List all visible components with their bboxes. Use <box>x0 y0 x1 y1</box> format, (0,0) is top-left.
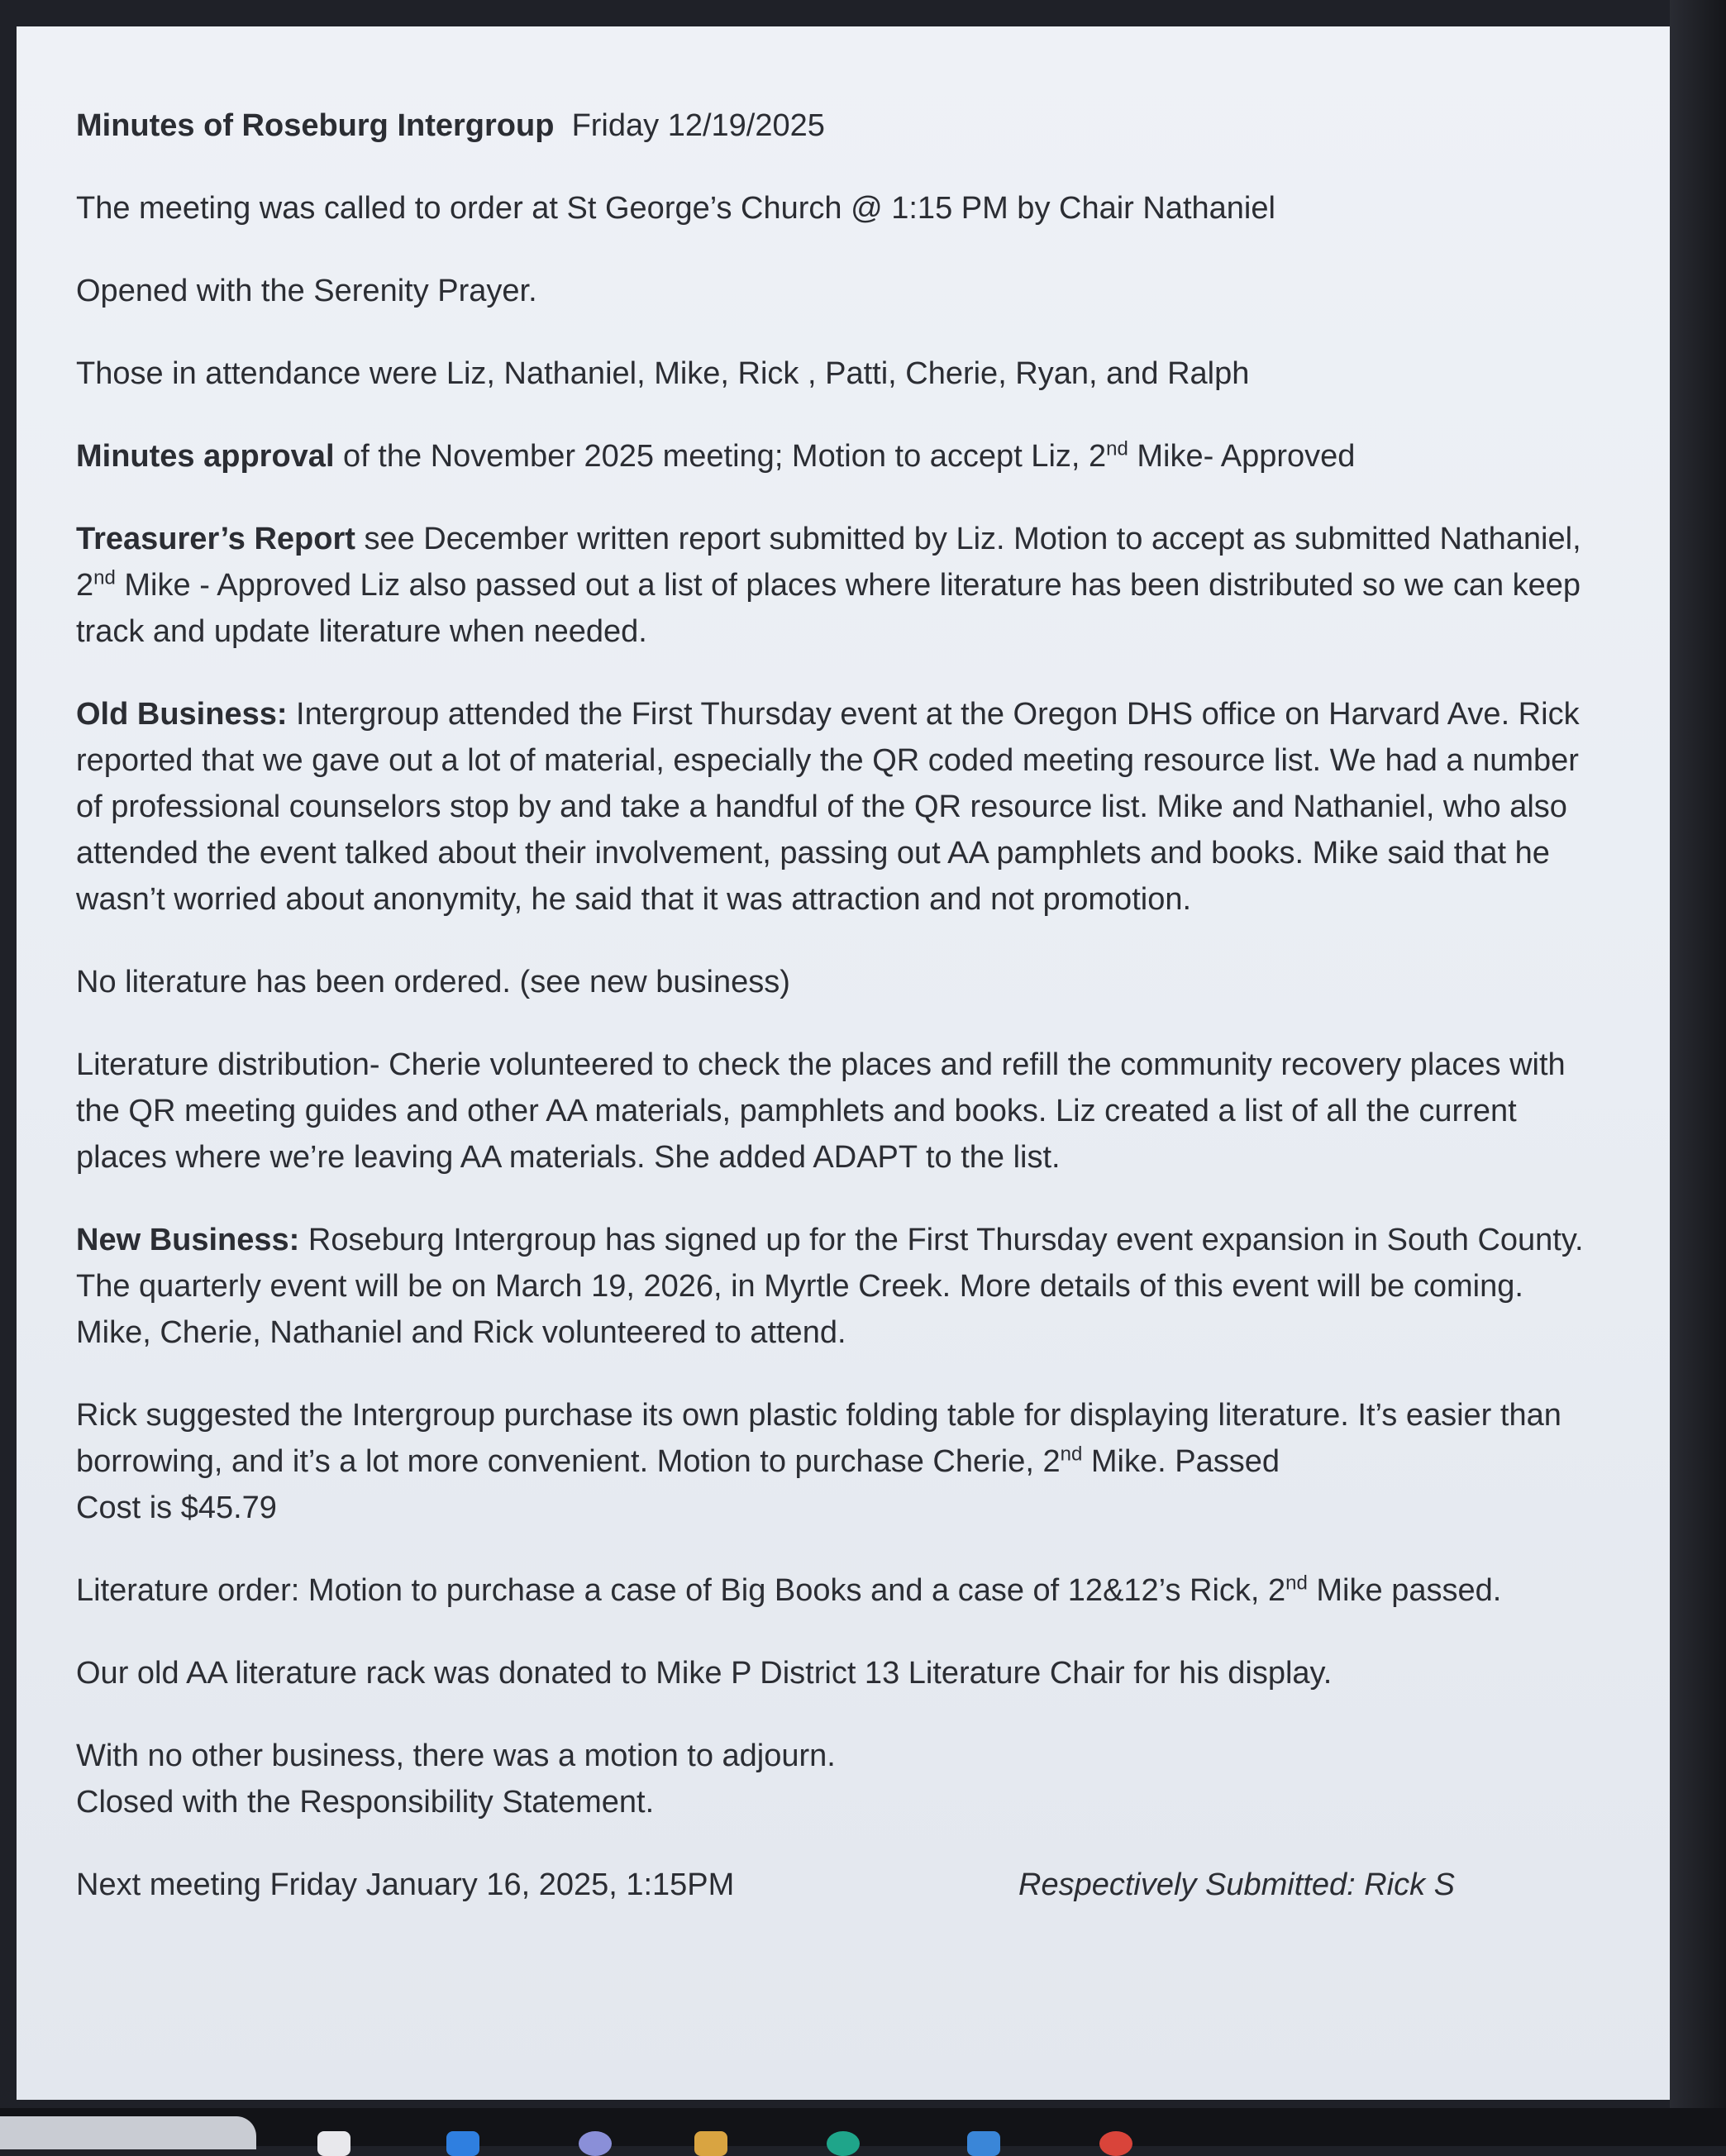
taskbar <box>0 2108 1726 2146</box>
taskbar-search-box[interactable] <box>0 2116 256 2149</box>
attendance-paragraph: Those in attendance were Liz, Nathaniel, Mike, Rick , Patti, Cherie, Ryan, and Ralph <box>76 356 1250 391</box>
literature-distribution-paragraph: Literature distribution- Cherie volunteered to check the places and refill the community recovery places with the QR meeting guides and other AA materials, pamphlets and books. Liz created a list of all the current places where we’re leaving AA materials. She added ADAPT to the list. <box>76 1047 1566 1175</box>
folder-icon[interactable] <box>694 2131 727 2156</box>
table-purchase-paragraph <box>76 1392 1604 1531</box>
treasurer-text: see December written report submitted by Liz. Motion to accept as submitted Nathaniel, 2 <box>76 522 1581 603</box>
next-meeting: Next meeting Friday January 16, 2025, 1:15PM <box>76 1867 735 1902</box>
browser-icon[interactable] <box>827 2131 860 2156</box>
literature-order-text: Literature order: Motion to purchase a case of Big Books and a case of 12&12’s Rick, 2 <box>76 1573 1286 1608</box>
app-icon[interactable] <box>579 2131 612 2156</box>
no-literature-paragraph: No literature has been ordered. (see new business) <box>76 965 790 999</box>
table-cost: Cost is $45.79 <box>76 1491 277 1525</box>
file-icon[interactable] <box>317 2131 350 2156</box>
treasurer-paragraph <box>76 516 1604 655</box>
minutes-approval-text: of the November 2025 meeting; Motion to accept Liz, 2 <box>334 439 1107 474</box>
minutes-approval-label: Minutes approval <box>76 439 335 474</box>
treasurer-label: Treasurer’s Report <box>76 522 355 556</box>
old-business-text: Intergroup attended the First Thursday event at the Oregon DHS office on Harvard Ave. Rick reported that we gave out a lot of material, especially the QR coded meeting resource list. We had a number of professional counselors stop by and take a handful of the QR resource list. Mike and Nathaniel, who also attended the event talked about their involvement, passing out AA pamphlets and books. Mike said that he wasn’t worried about anonymity, he said that it was attraction and not promotion. <box>76 697 1580 917</box>
old-rack-paragraph: Our old AA literature rack was donated to Mike P District 13 Literature Chair for his display. <box>76 1656 1333 1691</box>
title-date: Friday 12/19/2025 <box>571 108 825 143</box>
adjourn-line: With no other business, there was a motion to adjourn. <box>76 1739 836 1773</box>
document-title <box>76 103 1604 149</box>
title-label: Minutes of Roseburg Intergroup <box>76 108 555 143</box>
document-footer <box>76 1862 1604 1908</box>
ordinal-suffix: nd <box>1285 1572 1308 1595</box>
literature-order-paragraph <box>76 1567 1604 1614</box>
app-icon[interactable] <box>446 2131 479 2156</box>
ordinal-suffix: nd <box>93 566 116 589</box>
opened-paragraph: Opened with the Serenity Prayer. <box>76 274 537 308</box>
ordinal-suffix: nd <box>1060 1443 1083 1466</box>
old-business-label: Old Business: <box>76 697 288 732</box>
table-purchase-text: Rick suggested the Intergroup purchase its own plastic folding table for displaying literature. It’s easier than borrowing, and it’s a lot more convenient. Motion to purchase Cherie, 2 <box>76 1398 1562 1479</box>
new-business-text: Roseburg Intergroup has signed up for the First Thursday event expansion in South County. The quarterly event will be on March 19, 2026, in Myrtle Creek. More details of this event will be coming. Mike, Cherie, Nathaniel and Rick volunteered to attend. <box>76 1223 1584 1350</box>
document-page <box>17 26 1670 2100</box>
ordinal-suffix: nd <box>1106 437 1128 460</box>
app-icon[interactable] <box>967 2131 1000 2156</box>
table-purchase-text-end: Mike. Passed <box>1082 1444 1280 1479</box>
new-business-paragraph <box>76 1217 1604 1356</box>
new-business-label: New Business: <box>76 1223 300 1257</box>
literature-order-text-end: Mike passed. <box>1307 1573 1502 1608</box>
screen-bezel <box>1670 0 1726 2146</box>
minutes-approval-text-end: Mike- Approved <box>1128 439 1356 474</box>
closed-line: Closed with the Responsibility Statement. <box>76 1785 655 1820</box>
call-to-order: The meeting was called to order at St George’s Church @ 1:15 PM by Chair Nathaniel <box>76 191 1275 226</box>
minutes-approval-paragraph <box>76 433 1604 479</box>
old-business-paragraph <box>76 691 1604 923</box>
treasurer-text-end: Mike - Approved Liz also passed out a list of places where literature has been distributed so we can keep track and update literature when needed. <box>76 568 1581 649</box>
app-icon[interactable] <box>1099 2131 1132 2156</box>
submitted-by: Respectively Submitted: Rick S <box>1018 1867 1455 1902</box>
